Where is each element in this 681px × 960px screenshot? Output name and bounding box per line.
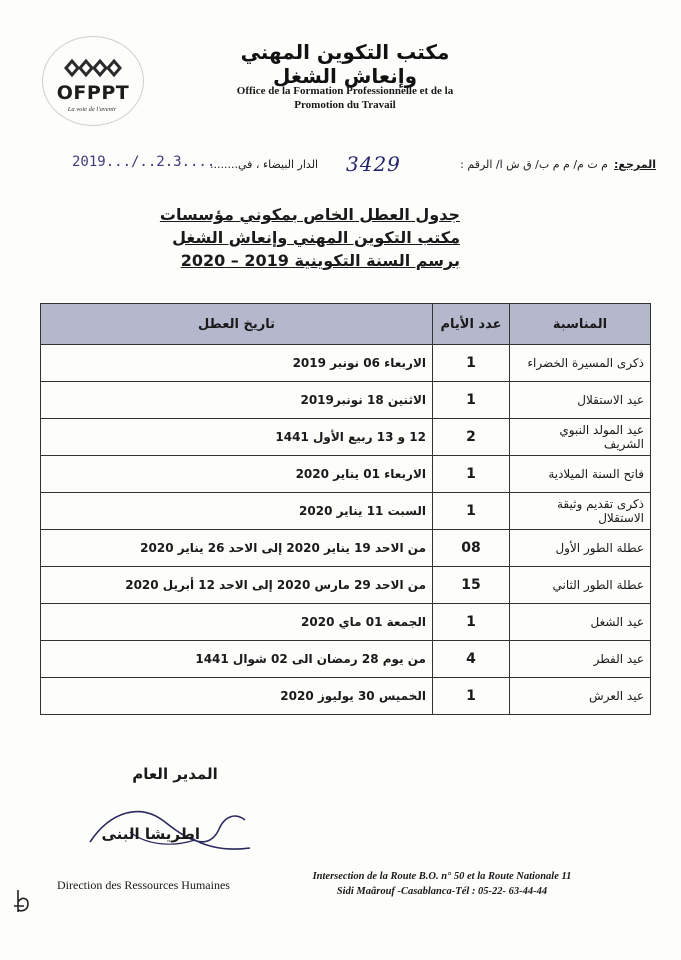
ofppt-logo xyxy=(42,36,144,126)
days-cell: 4 xyxy=(433,641,510,678)
days-cell: 1 xyxy=(433,382,510,419)
date-cell: الاثنين 18 نونبر2019 xyxy=(41,382,433,419)
date-cell: من الاحد 29 مارس 2020 إلى الاحد 12 أبريل 2020 xyxy=(41,567,433,604)
table-row xyxy=(41,456,651,493)
document-date: 2019.../..2.3.... xyxy=(72,154,216,170)
title-line-3: برسم السنة التكوينية 2019 – 2020 xyxy=(180,251,460,270)
date-cell: الاربعاء 06 نونبر 2019 xyxy=(41,345,433,382)
occasion-cell: عيد الاستقلال xyxy=(510,382,651,419)
date-cell: الجمعة 01 ماي 2020 xyxy=(41,604,433,641)
table-row xyxy=(41,530,651,567)
days-cell: 15 xyxy=(433,567,510,604)
logo-mark-icon xyxy=(62,56,122,80)
days-cell: 1 xyxy=(433,456,510,493)
table-row xyxy=(41,493,651,530)
date-cell: الخميس 30 يوليوز 2020 xyxy=(41,678,433,715)
table-row xyxy=(41,604,651,641)
days-cell: 1 xyxy=(433,345,510,382)
occasion-cell: عيد الشغل xyxy=(510,604,651,641)
footer-address xyxy=(282,869,602,899)
date-cell: من يوم 28 رمضان الى 02 شوال 1441 xyxy=(41,641,433,678)
days-cell: 2 xyxy=(433,419,510,456)
occasion-cell: ذكرى المسيرة الخضراء xyxy=(510,345,651,382)
reference-number: 3429 xyxy=(346,152,401,176)
occasion-cell: عيد العرش xyxy=(510,678,651,715)
occasion-cell: عطلة الطور الثاني xyxy=(510,567,651,604)
signature-title: المدير العام xyxy=(132,765,218,783)
signature-scribble-icon xyxy=(70,782,270,862)
table-row xyxy=(41,678,651,715)
table-row xyxy=(41,567,651,604)
department-name: Direction des Ressources Humaines xyxy=(57,878,230,892)
reference-row xyxy=(60,152,660,182)
date-cell: من الاحد 19 يناير 2020 إلى الاحد 26 يناير 2020 xyxy=(41,530,433,567)
logo-text: OFPPT xyxy=(56,82,130,104)
handwritten-mark-icon xyxy=(12,886,36,916)
table-row xyxy=(41,345,651,382)
days-cell: 08 xyxy=(433,530,510,567)
occasion-cell: ذكرى تقديم وثيقة الاستقلال xyxy=(510,493,651,530)
reference-text: م ت م/ م م ب/ ق ش ا/ الرقم : xyxy=(460,158,608,171)
office-fr-line2: Promotion du Travail xyxy=(294,99,396,111)
header-date: تاريخ العطل xyxy=(41,304,433,345)
date-cell: 12 و 13 ربيع الأول 1441 xyxy=(41,419,433,456)
days-cell: 1 xyxy=(433,604,510,641)
address-line-2: Sidi Maârouf -Casablanca-Tél : 05-22- 63-44-44 xyxy=(336,886,548,897)
office-fr-line1: Office de la Formation Professionnelle et de la xyxy=(236,85,454,97)
office-name-arabic: مكتب التكوين المهني وإنعاش الشغل xyxy=(240,40,450,88)
office-name-french xyxy=(226,84,464,112)
header-occasion: المناسبة xyxy=(510,304,651,345)
place-label: الدار البيضاء ، في........ xyxy=(210,158,319,171)
date-cell: الاربعاء 01 يناير 2020 xyxy=(41,456,433,493)
logo-tagline: La voie de l'avenir xyxy=(67,106,117,113)
table-row xyxy=(41,382,651,419)
title-line-2: مكتب التكوين المهني وإنعاش الشغل xyxy=(172,228,460,247)
occasion-cell: عيد الفطر xyxy=(510,641,651,678)
holidays-table xyxy=(40,303,651,715)
date-cell: السبت 11 يناير 2020 xyxy=(41,493,433,530)
occasion-cell: عيد المولد النبوي الشريف xyxy=(510,419,651,456)
reference-label: المرجع: xyxy=(614,158,656,171)
address-line-1: Intersection de la Route B.O. n° 50 et la Route Nationale 11 xyxy=(312,871,572,882)
days-cell: 1 xyxy=(433,678,510,715)
header-days: عدد الأيام xyxy=(433,304,510,345)
table-row xyxy=(41,419,651,456)
days-cell: 1 xyxy=(433,493,510,530)
table-row xyxy=(41,641,651,678)
table-header-row xyxy=(41,304,651,345)
occasion-cell: عطلة الطور الأول xyxy=(510,530,651,567)
signatory-name: اطريشا البنى xyxy=(101,825,200,843)
occasion-cell: فاتح السنة الميلادية xyxy=(510,456,651,493)
title-line-1: جدول العطل الخاص بمكوني مؤسسات xyxy=(159,205,460,224)
